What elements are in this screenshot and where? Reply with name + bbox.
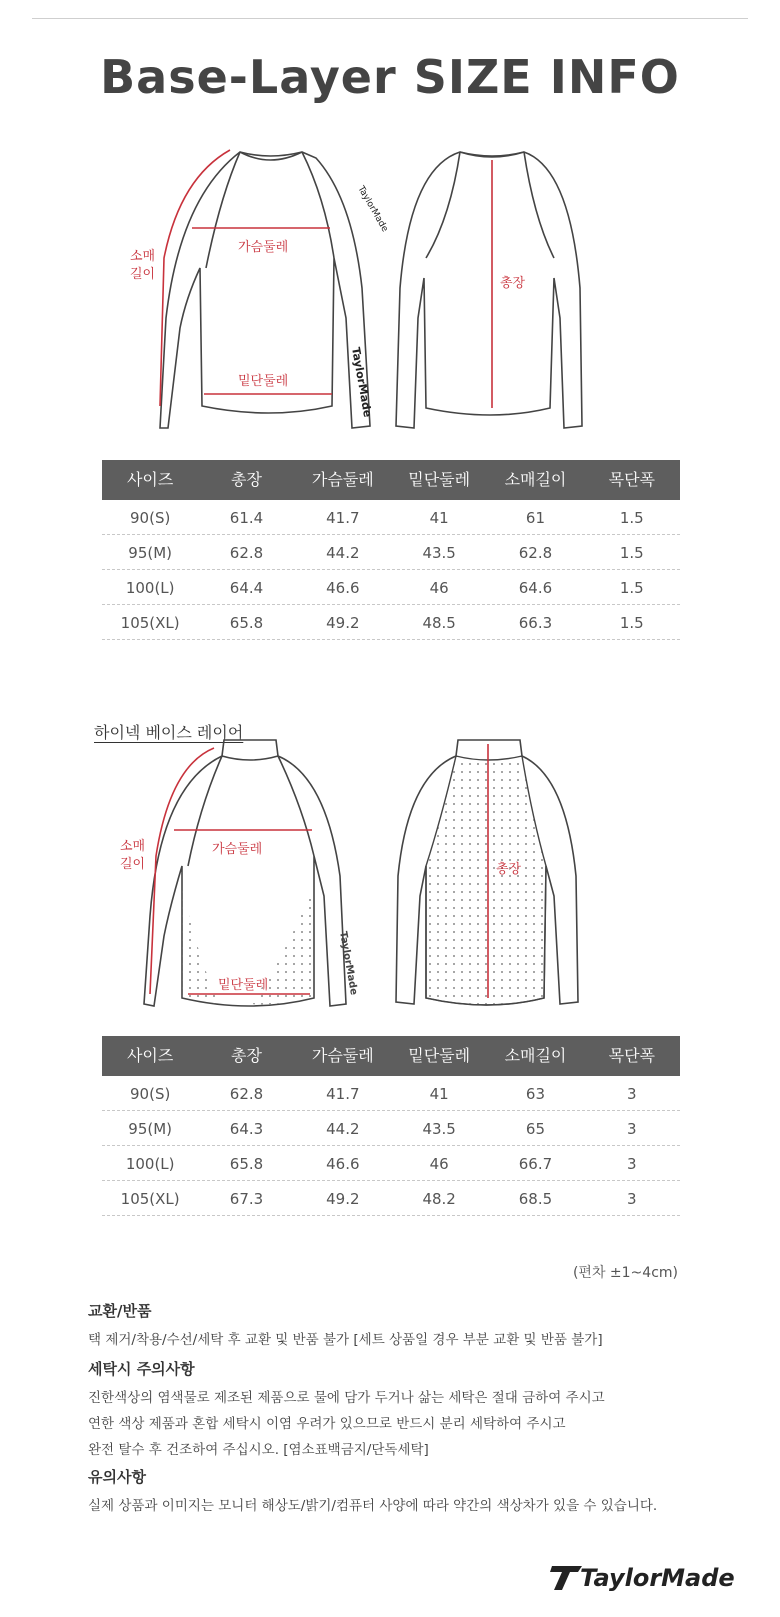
taylormade-logo xyxy=(548,1556,744,1596)
table-row: 90(S) 62.8 41.7 41 63 3 xyxy=(102,1076,680,1111)
high-neck-diagram xyxy=(130,736,610,1016)
brand-print-chest: TaylorMade xyxy=(355,184,390,234)
size-table-base-layer xyxy=(102,460,680,640)
wash-line: 완전 탈수 후 건조하여 주십시오. [염소표백금지/단독세탁] xyxy=(88,1442,429,1458)
chest-label: 가슴둘레 xyxy=(238,240,289,255)
table-row: 100(L) 65.8 46.6 46 66.7 3 xyxy=(102,1146,680,1181)
total-length-label-2: 총장 xyxy=(496,862,522,877)
brand-print-sleeve-2: TaylorMade xyxy=(337,930,360,996)
exchange-text: 택 제거/착용/수선/세탁 후 교환 및 반품 불가 [세트 상품일 경우 부분 교환 및 반품 불가] xyxy=(88,1332,603,1348)
chest-label-2: 가슴둘레 xyxy=(212,842,263,857)
table-header: 사이즈 총장 가슴둘레 밑단둘레 소매길이 목단폭 xyxy=(102,1036,680,1076)
top-divider xyxy=(32,18,748,19)
table-row: 90(S) 61.4 41.7 41 61 1.5 xyxy=(102,500,680,535)
table-header: 사이즈 총장 가슴둘레 밑단둘레 소매길이 목단폭 xyxy=(102,460,680,500)
sleeve-length-label-2: 소매 길이 xyxy=(120,839,146,872)
hem-label: 밑단둘레 xyxy=(238,374,289,389)
base-layer-diagram xyxy=(120,138,620,438)
tolerance-note: (편차 ±1~4cm) xyxy=(572,1265,678,1281)
page-title: Base-Layer SIZE INFO xyxy=(100,50,680,104)
logo-text: TaylorMade xyxy=(580,1564,735,1592)
section-title-high-neck: 하이넥 베이스 레이어 xyxy=(94,723,244,742)
table-row: 105(XL) 65.8 49.2 48.5 66.3 1.5 xyxy=(102,605,680,640)
brand-print-sleeve: TaylorMade xyxy=(349,346,375,419)
exchange-title: 교환/반품 xyxy=(88,1302,152,1320)
wash-section xyxy=(88,1358,728,1463)
wash-line: 연한 색상 제품과 혼합 세탁시 이염 우려가 있으므로 반드시 분리 세탁하여 주시고 xyxy=(88,1416,566,1432)
size-table-high-neck xyxy=(102,1036,680,1216)
notice-section xyxy=(88,1466,728,1519)
hem-label-2: 밑단둘레 xyxy=(218,978,269,993)
total-length-label: 총장 xyxy=(500,276,526,291)
exchange-section xyxy=(88,1300,728,1353)
wash-line: 진한색상의 염색물로 제조된 제품으로 물에 담가 두거나 삶는 세탁은 절대 금하여 주시고 xyxy=(88,1390,605,1406)
notice-title: 유의사항 xyxy=(88,1468,146,1486)
sleeve-length-label: 소매 길이 xyxy=(130,249,156,282)
table-row: 105(XL) 67.3 49.2 48.2 68.5 3 xyxy=(102,1181,680,1216)
notice-text: 실제 상품과 이미지는 모니터 해상도/밝기/컴퓨터 사양에 따라 약간의 색상차가 있을 수 있습니다. xyxy=(88,1498,658,1514)
table-row: 95(M) 64.3 44.2 43.5 65 3 xyxy=(102,1111,680,1146)
table-row: 95(M) 62.8 44.2 43.5 62.8 1.5 xyxy=(102,535,680,570)
wash-title: 세탁시 주의사항 xyxy=(88,1360,195,1378)
table-row: 100(L) 64.4 46.6 46 64.6 1.5 xyxy=(102,570,680,605)
